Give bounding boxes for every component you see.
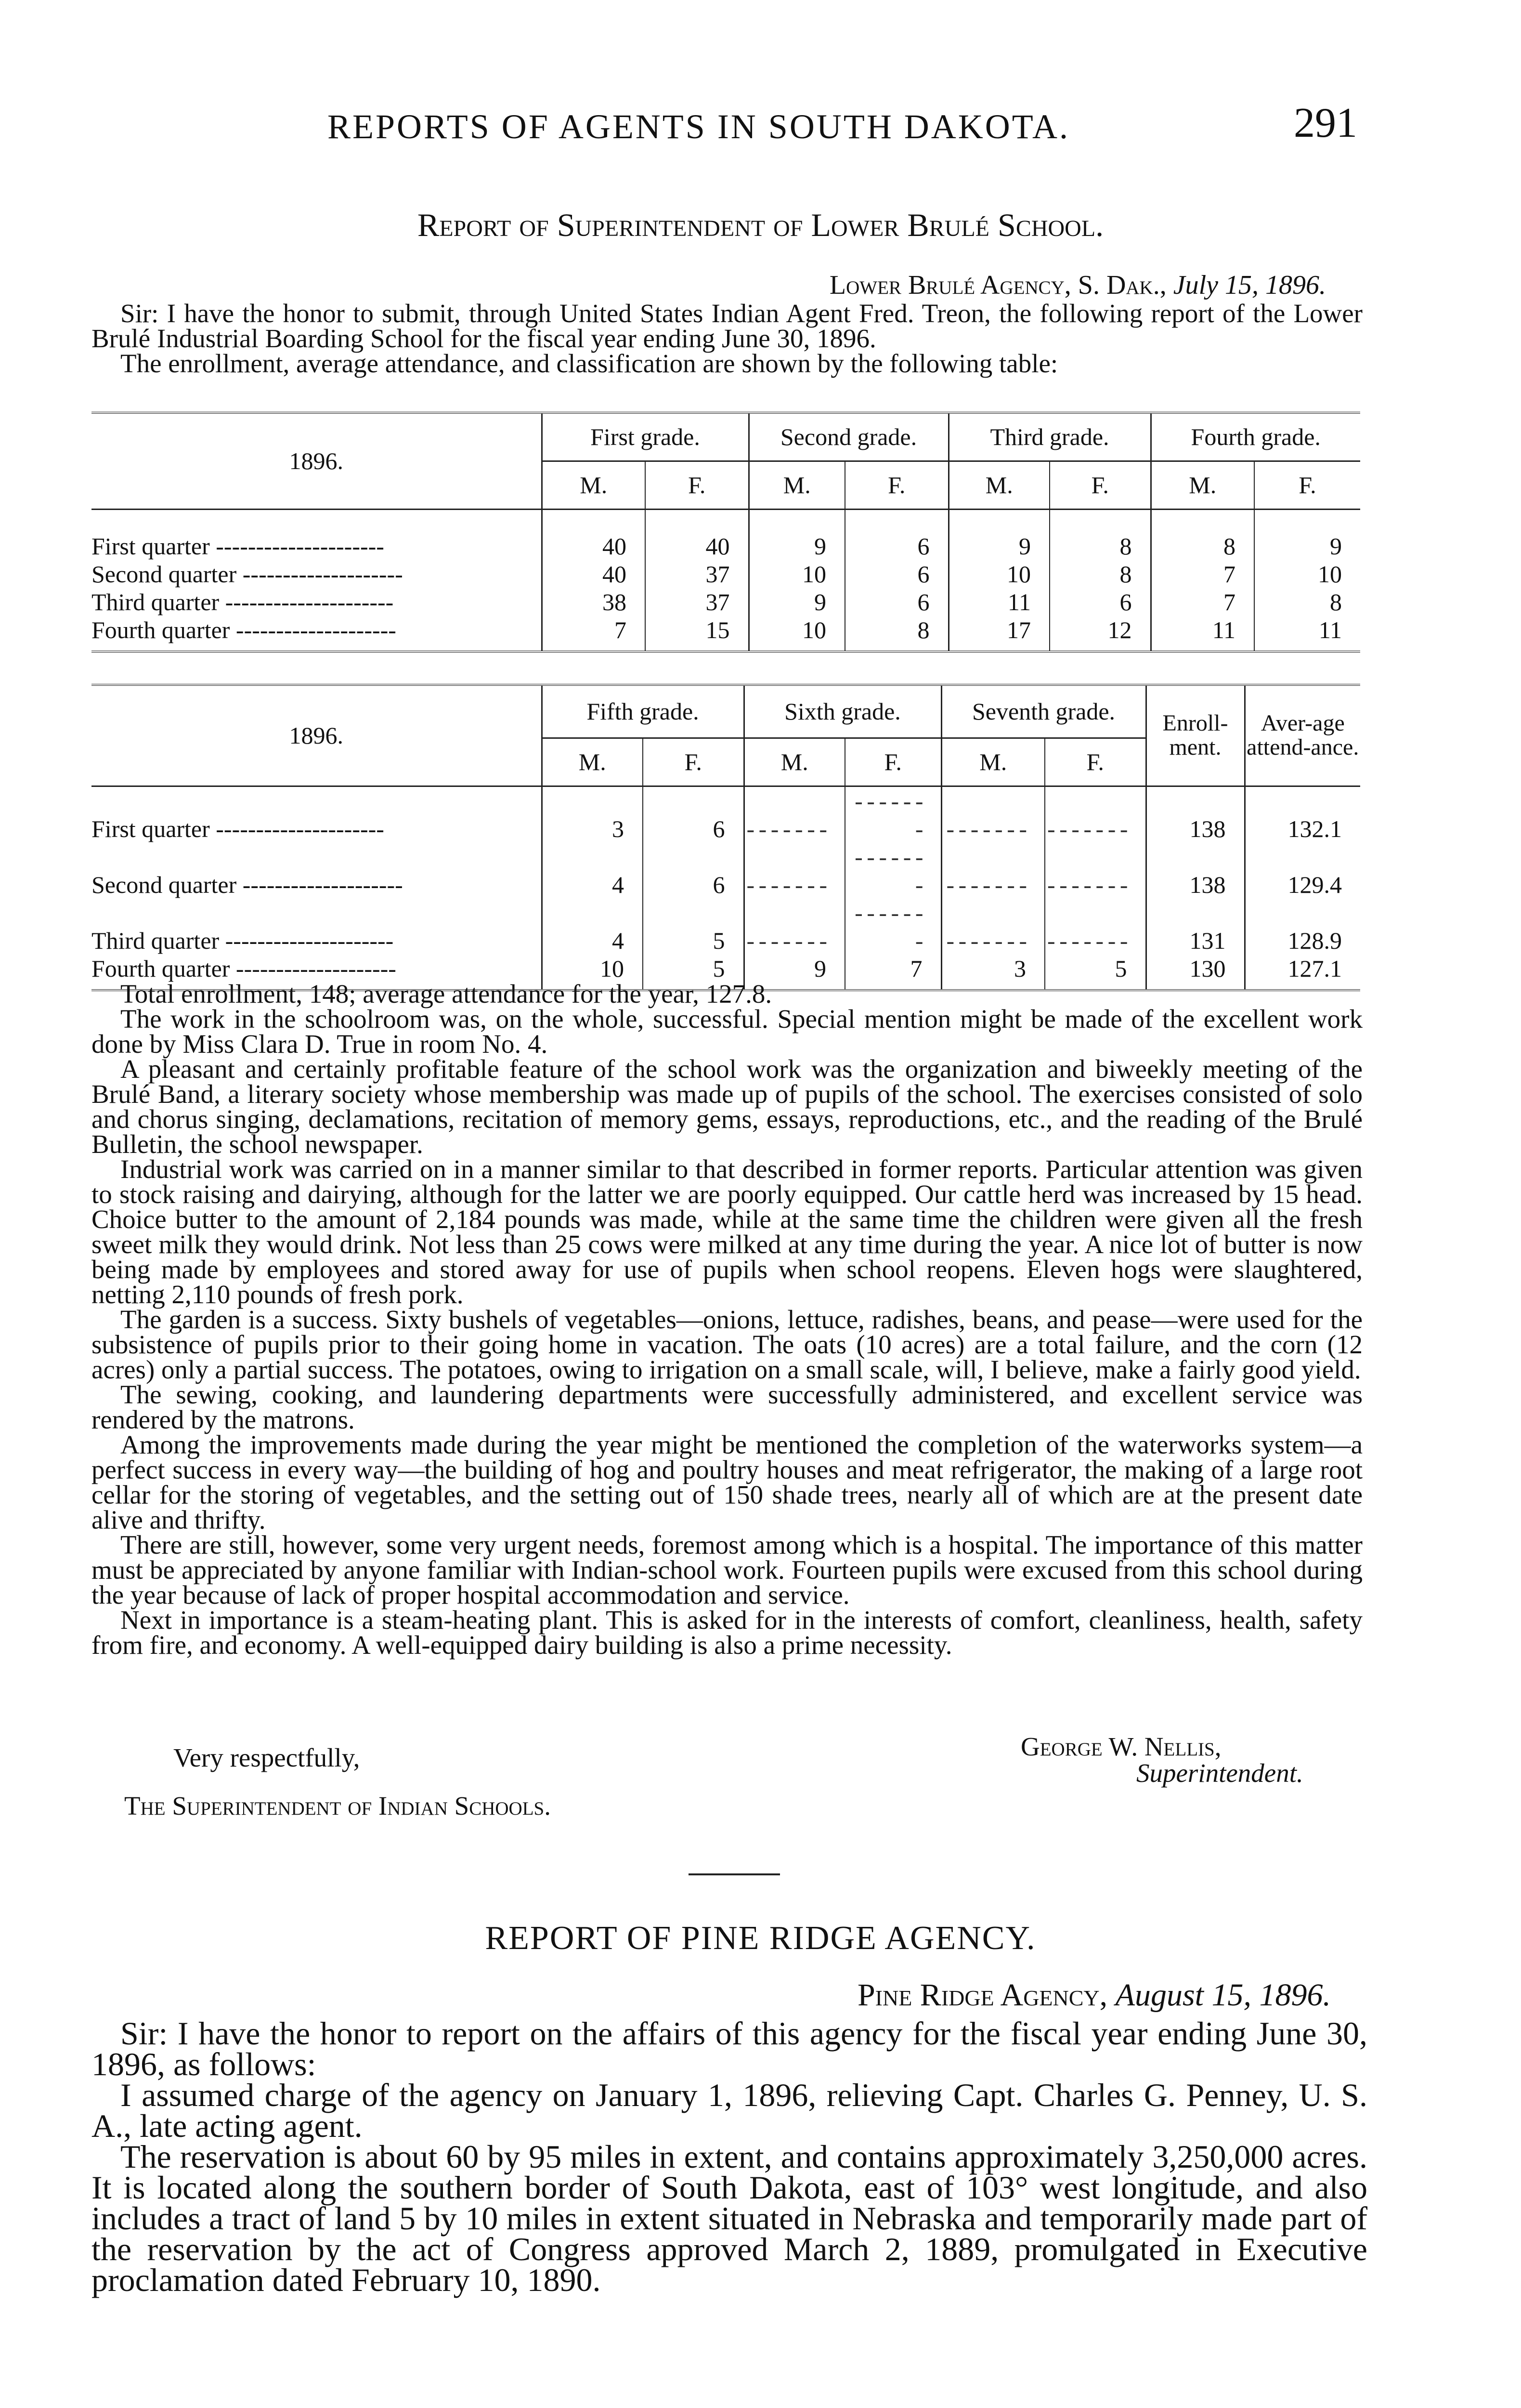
row-label: First quarter --------------------- <box>91 509 542 560</box>
dateline-date: July 15, 1896. <box>1173 270 1326 300</box>
table-cell: 128.9 <box>1287 927 1342 954</box>
body-paragraph: A pleasant and certainly profitable feature of the school work was the organization and biweekly meeting of the Brulé Band, a literary society whose membership was made up of pupils of the school. The exercises consisted of solo and chorus singing, declamations, recitation of memory gems, essays, reproductions, etc., and the reading of the Brulé Bulletin, the school newspaper. <box>91 1054 1363 1159</box>
table1-sub: F. <box>845 461 949 509</box>
table2-header-enrollment: Enroll-ment. <box>1146 685 1245 786</box>
table-row <box>91 509 1360 560</box>
table-cell: 5 <box>643 899 744 955</box>
body-paragraph: The garden is a success. Sixty bushels of vegetables—onions, lettuce, radishes, beans, and pease—were used for the subsistence of pupils prior to their going home in vacation. The oats (10 acres) are a total failure, and the corn (12 acres) only a partial success. The potatoes, owing to irrigation on a small scale, will, I believe, make a fairly good yield. <box>91 1305 1363 1384</box>
table-row <box>91 588 1360 616</box>
report-title-lower-brule: Report of Superintendent of Lower Brulé School. <box>417 207 1104 243</box>
table-cell: 10 <box>749 616 845 652</box>
table-cell: 7 <box>542 616 645 652</box>
table-cell: 10 <box>949 560 1050 588</box>
table-cell: 6 <box>643 786 744 843</box>
enrollment-table-2 <box>91 684 1360 991</box>
table-cell: - - - - - - - <box>941 786 1045 843</box>
section-divider <box>689 1873 780 1875</box>
dateline-place: Lower Brulé Agency, S. Dak., <box>829 270 1167 300</box>
table-cell: 15 <box>645 616 749 652</box>
table1-sub: M. <box>949 461 1050 509</box>
table-cell: - - - - - - - <box>1045 786 1146 843</box>
table-cell: 4 <box>542 899 643 955</box>
running-head: REPORTS OF AGENTS IN SOUTH DAKOTA. <box>327 107 1070 146</box>
table-cell: 131 <box>1146 899 1245 955</box>
dateline-date: August 15, 1896. <box>1115 1977 1331 2013</box>
table1-header-third-grade: Third grade. <box>949 413 1151 461</box>
table-cell: 3 <box>941 955 1045 990</box>
enrollment-table-1 <box>91 412 1360 653</box>
table-cell: 37 <box>645 560 749 588</box>
table-cell: 129.4 <box>1287 871 1342 898</box>
intro-paragraph: Sir: I have the honor to submit, through United States Indian Agent Fred. Treon, the following report of the Lower Brulé Industrial Boarding School for the fiscal year ending June 30, 1896. <box>91 299 1363 353</box>
table-cell: 9 <box>744 955 845 990</box>
table-cell: 7 <box>845 955 941 990</box>
table-cell: 4 <box>542 843 643 899</box>
table2-sub: F. <box>845 738 941 786</box>
table-cell: 127.1 <box>1287 955 1342 982</box>
table-cell: 17 <box>949 616 1050 652</box>
row-label: Third quarter --------------------- <box>91 899 542 955</box>
table-cell: - - - - - - - <box>744 899 845 955</box>
table-cell: 138 <box>1146 843 1245 899</box>
table1-sub: M. <box>1151 461 1254 509</box>
table-cell: 7 <box>1151 560 1254 588</box>
table-row <box>91 786 1360 843</box>
table1-sub: F. <box>1254 461 1360 509</box>
table-cell: 9 <box>1330 533 1342 560</box>
table-cell: - - - - - - - <box>744 786 845 843</box>
table-cell: 11 <box>1151 616 1254 652</box>
table-cell: 8 <box>1050 509 1151 560</box>
table-cell: 40 <box>645 509 749 560</box>
table-cell: 10 <box>1318 561 1342 588</box>
table-cell: 9 <box>749 588 845 616</box>
table-cell: 12 <box>1050 616 1151 652</box>
table-cell: 6 <box>643 843 744 899</box>
table-cell: 132.1 <box>1287 815 1342 842</box>
table-cell: 8 <box>845 616 949 652</box>
table1-header-first-grade: First grade. <box>542 413 749 461</box>
body-paragraph: Industrial work was carried on in a manner similar to that described in former reports. Particular attention was given to stock raising and dairying, although for the latter we are poorly equipped. Our cattle herd was increased by 15 head. Choice butter to the amount of 2,184 pounds was made, while at the same time the children were given all the fresh sweet milk they would drink. Not less than 25 cows were milked at any time during the year. A nice lot of butter is now being made by employees and stored away for use of pupils when school reopens. Eleven hogs were slaughtered, netting 2,110 pounds of fresh pork. <box>91 1154 1363 1309</box>
table-cell: - - - - - - - <box>1045 843 1146 899</box>
table1-sub: M. <box>749 461 845 509</box>
report-title-pine-ridge: REPORT OF PINE RIDGE AGENCY. <box>485 1920 1036 1957</box>
row-label: Second quarter -------------------- <box>91 560 542 588</box>
table-cell: 6 <box>845 509 949 560</box>
table2-year: 1896. <box>91 685 542 786</box>
table-cell: 11 <box>949 588 1050 616</box>
table2-sub: F. <box>1045 738 1146 786</box>
row-label: Third quarter --------------------- <box>91 588 542 616</box>
body-paragraph: The work in the schoolroom was, on the whole, successful. Special mention might be made of the excellent work done by Miss Clara D. True in room No. 4. <box>91 1004 1363 1059</box>
table-cell: 8 <box>1151 509 1254 560</box>
dateline-pine-ridge <box>858 1977 1331 2014</box>
body-paragraph: Total enrollment, 148; average attendance for the year, 127.8. <box>120 979 772 1008</box>
table-cell: 5 <box>1045 955 1146 990</box>
report2-body <box>91 2015 1367 2298</box>
dateline-lower-brule <box>830 270 1326 301</box>
table1-sub: F. <box>645 461 749 509</box>
body-paragraph: I assumed charge of the agency on January 1, 1896, relieving Capt. Charles G. Penney, U. S. A., late acting agent. <box>91 2077 1367 2144</box>
table-cell: 40 <box>542 509 645 560</box>
table2-header-average-attendance: Aver-age attend-ance. <box>1245 685 1360 786</box>
row-label: Second quarter -------------------- <box>91 843 542 899</box>
table-cell: - - - - - - - <box>845 843 941 899</box>
table-row <box>91 560 1360 588</box>
row-label: Fourth quarter -------------------- <box>91 616 542 652</box>
row-label: Fourth quarter -------------------- <box>91 955 542 990</box>
row-label: First quarter --------------------- <box>91 786 542 843</box>
table-cell: 10 <box>749 560 845 588</box>
table-row <box>91 616 1360 652</box>
table-cell: 8 <box>1050 560 1151 588</box>
table-cell: - - - - - - - <box>845 786 941 843</box>
table-cell: 10 <box>542 955 643 990</box>
table2-header-seventh-grade: Seventh grade. <box>941 685 1146 738</box>
table-cell: 6 <box>845 588 949 616</box>
table2-sub: M. <box>941 738 1045 786</box>
table-cell: - - - - - - - <box>941 899 1045 955</box>
table2-sub: M. <box>542 738 643 786</box>
report1-body <box>91 979 1363 1660</box>
closing: Very respectfully, <box>173 1743 360 1772</box>
table-row <box>91 899 1360 955</box>
body-paragraph: There are still, however, some very urgent needs, foremost among which is a hospital. The importance of this matter must be appreciated by anyone familiar with Indian-school work. Fourteen pupils were excused from this school during the year because of lack of proper hospital accommodation and service. <box>91 1530 1363 1610</box>
intro-paragraph-2: The enrollment, average attendance, and classification are shown by the following table: <box>120 349 1058 378</box>
table-cell: 9 <box>749 509 845 560</box>
signer-name: George W. Nellis, <box>1021 1732 1222 1761</box>
page-number: 291 <box>1294 100 1357 146</box>
table-cell: - - - - - - - <box>941 843 1045 899</box>
table-cell: - - - - - - - <box>744 843 845 899</box>
table1-header-second-grade: Second grade. <box>749 413 949 461</box>
table1-sub: F. <box>1050 461 1151 509</box>
table2-header-fifth-grade: Fifth grade. <box>542 685 744 738</box>
table1-body <box>91 509 1360 652</box>
table-cell: - - - - - - - <box>1045 899 1146 955</box>
table-cell: 9 <box>949 509 1050 560</box>
body-paragraph: The reservation is about 60 by 95 miles in extent, and contains approximately 3,250,000 acres. It is located along the southern border of South Dakota, east of 103° west longitude, and also includes a tract of land 5 by 10 miles in extent situated in Nebraska and temporarily made part of the reservation by the act of Congress approved March 2, 1889, promulgated in Executive proclamation dated February 10, 1890. <box>91 2138 1367 2298</box>
table2-header-sixth-grade: Sixth grade. <box>744 685 941 738</box>
table-cell: 130 <box>1146 955 1245 990</box>
addressee: The Superintendent of Indian Schools. <box>124 1791 551 1820</box>
table-cell: 8 <box>1330 589 1342 615</box>
table1-year: 1896. <box>91 413 542 509</box>
body-paragraph: Next in importance is a steam-heating plant. This is asked for in the interests of comfort, cleanliness, health, safety from fire, and economy. A well-equipped dairy building is also a prime necessity. <box>91 1605 1363 1660</box>
intro-block <box>91 301 1363 376</box>
table1-header-fourth-grade: Fourth grade. <box>1151 413 1360 461</box>
body-paragraph: Among the improvements made during the year might be mentioned the completion of the waterworks system—a perfect success in every way—the building of hog and poultry houses and meat refrigerator, the making of a large root cellar for the storing of vegetables, and the setting out of 150 shade trees, nearly all of which are at the present date alive and thrifty. <box>91 1430 1363 1534</box>
table-row <box>91 843 1360 899</box>
signer-title: Superintendent. <box>1136 1758 1303 1788</box>
table-cell: 5 <box>643 955 744 990</box>
table-cell: 6 <box>845 560 949 588</box>
table2-sub: M. <box>744 738 845 786</box>
table-cell: - - - - - - - <box>845 899 941 955</box>
table-cell: 37 <box>645 588 749 616</box>
table-cell: 6 <box>1050 588 1151 616</box>
table-cell: 38 <box>542 588 645 616</box>
table2-body <box>91 786 1360 990</box>
table-cell: 7 <box>1151 588 1254 616</box>
table-cell: 11 <box>1318 616 1342 643</box>
table-cell: 3 <box>542 786 643 843</box>
body-paragraph: The sewing, cooking, and laundering departments were successfully administered, and excellent service was rendered by the matrons. <box>91 1380 1363 1434</box>
table1-sub: M. <box>542 461 645 509</box>
table-cell: 40 <box>542 560 645 588</box>
table-cell: 138 <box>1146 786 1245 843</box>
body-paragraph: Sir: I have the honor to report on the affairs of this agency for the fiscal year ending June 30, 1896, as follows: <box>91 2015 1367 2082</box>
dateline-place: Pine Ridge Agency, <box>857 1977 1108 2013</box>
table2-sub: F. <box>643 738 744 786</box>
